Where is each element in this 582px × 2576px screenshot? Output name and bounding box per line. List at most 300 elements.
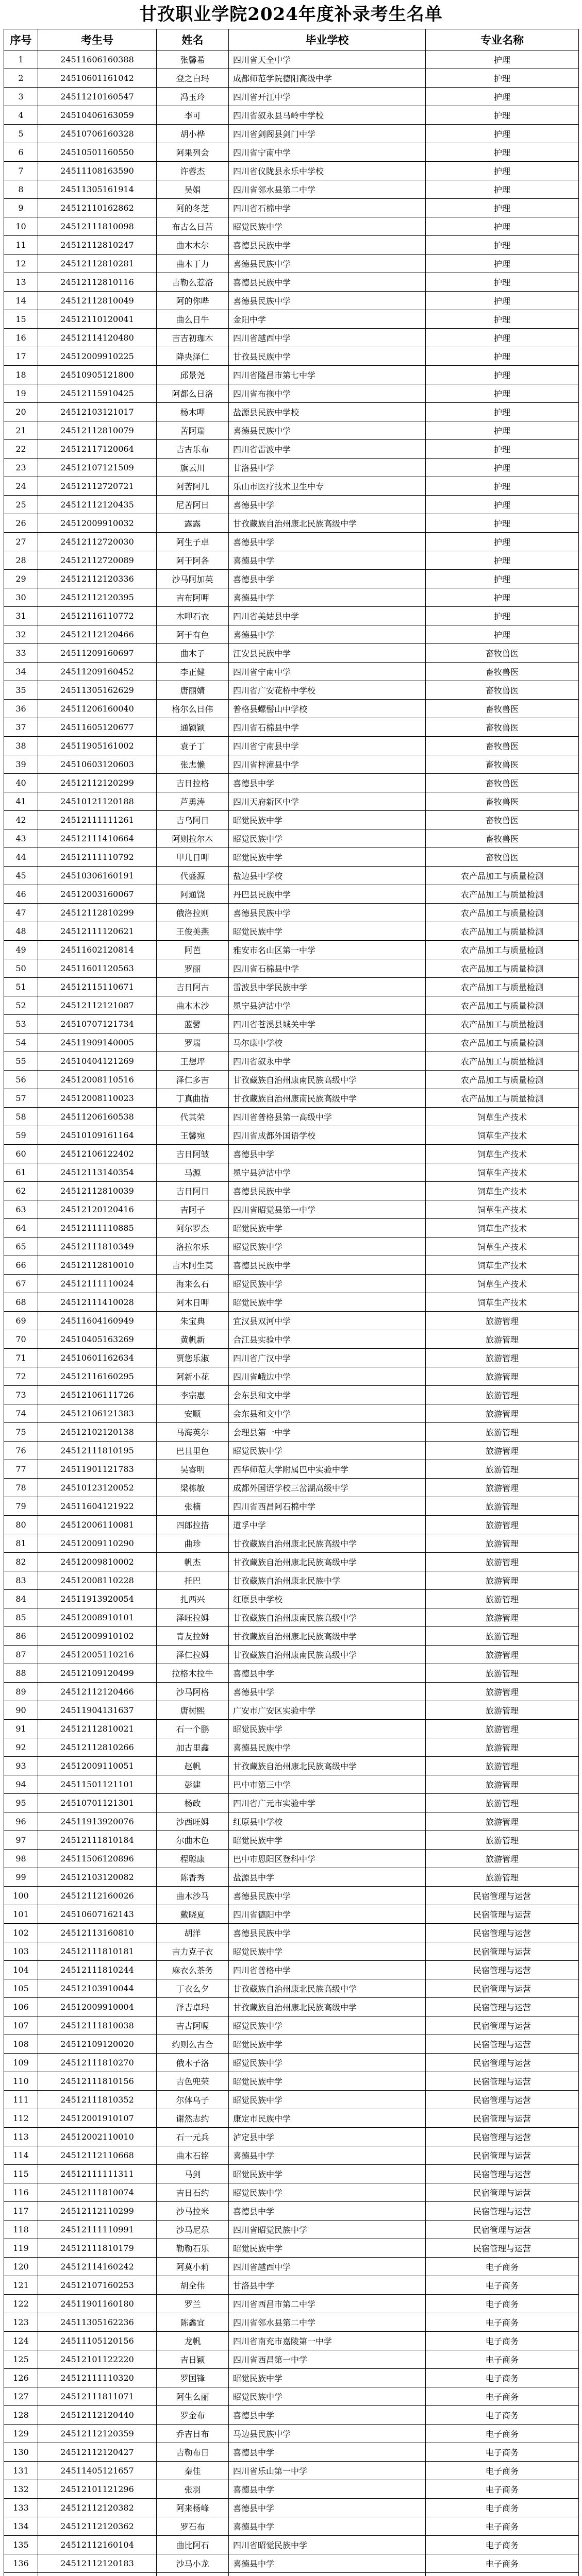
- table-row: [4, 1720, 579, 1738]
- cell-serial: 91: [4, 1720, 38, 1738]
- cell-name: 张馨希: [157, 50, 229, 69]
- cell-serial: 77: [4, 1460, 38, 1479]
- table-row: [4, 978, 579, 996]
- cell-school: 昭觉民族中学: [229, 811, 426, 829]
- cell-serial: 34: [4, 663, 38, 681]
- cell-serial: 53: [4, 1015, 38, 1033]
- cell-serial: 52: [4, 996, 38, 1015]
- cell-exam-id: 24512111110792: [38, 848, 157, 867]
- table-row: [4, 570, 579, 588]
- cell-serial: 88: [4, 1664, 38, 1683]
- cell-exam-id: 24512116160295: [38, 1367, 157, 1386]
- table-row: [4, 1033, 579, 1052]
- table-row: [4, 1404, 579, 1423]
- cell-serial: 98: [4, 1850, 38, 1868]
- cell-major: 护理: [426, 440, 579, 459]
- cell-major: 电子商务: [426, 2443, 579, 2462]
- cell-school: 喜德县民族中学: [229, 1887, 426, 1905]
- cell-exam-id: 24511905161002: [38, 737, 157, 755]
- cell-major: 民宿管理与运营: [426, 1942, 579, 1961]
- cell-school: 喜德县中学: [229, 570, 426, 588]
- cell-name: 加古里鑫: [157, 1738, 229, 1757]
- cell-exam-id: 24511506120896: [38, 1850, 157, 1868]
- cell-exam-id: 24512111810156: [38, 2072, 157, 2091]
- table-row: [4, 1831, 579, 1850]
- cell-exam-id: 24512112720721: [38, 477, 157, 496]
- cell-major: 电子商务: [426, 2313, 579, 2332]
- cell-school: 四川省广元市实验中学: [229, 1794, 426, 1812]
- cell-major: 护理: [426, 496, 579, 514]
- cell-serial: 45: [4, 867, 38, 885]
- table-row: [4, 681, 579, 700]
- cell-exam-id: 24512103910044: [38, 1979, 157, 1998]
- cell-serial: 114: [4, 2146, 38, 2165]
- cell-major: 护理: [426, 69, 579, 88]
- cell-major: 旅游管理: [426, 1367, 579, 1386]
- cell-serial: 9: [4, 199, 38, 217]
- table-row: [4, 88, 579, 106]
- table-row: [4, 2128, 579, 2146]
- cell-exam-id: 24511305162236: [38, 2313, 157, 2332]
- cell-school: 昭觉民族中学: [229, 1275, 426, 1293]
- cell-serial: 15: [4, 310, 38, 329]
- cell-major: 饲草生产技术: [426, 1108, 579, 1126]
- cell-serial: 123: [4, 2313, 38, 2332]
- table-row: [4, 106, 579, 125]
- cell-exam-id: 24512107160253: [38, 2276, 157, 2295]
- table-row: [4, 1108, 579, 1126]
- cell-school: 四川省仪陇县永乐中学校: [229, 162, 426, 180]
- cell-major: 旅游管理: [426, 1831, 579, 1850]
- cell-name: 邱景尧: [157, 366, 229, 384]
- cell-serial: 29: [4, 570, 38, 588]
- cell-name: 黄帆新: [157, 1330, 229, 1349]
- cell-major: 旅游管理: [426, 1627, 579, 1646]
- cell-school: 四川省广汉中学: [229, 1349, 426, 1367]
- cell-exam-id: 24512112120466: [38, 625, 157, 644]
- cell-serial: 120: [4, 2258, 38, 2276]
- table-row: [4, 1979, 579, 1998]
- cell-major: 农产品加工与质量检测: [426, 1015, 579, 1033]
- cell-school: 合江县实验中学: [229, 1330, 426, 1349]
- cell-serial: 37: [4, 718, 38, 737]
- cell-name: 吉日阿皱: [157, 1145, 229, 1163]
- cell-name: 沙西旺姆: [157, 1812, 229, 1831]
- cell-school: 四川省西昌第一中学: [229, 2350, 426, 2369]
- cell-serial: 7: [4, 162, 38, 180]
- cell-school: 喜德县中学: [229, 2499, 426, 2517]
- cell-exam-id: 24512112810049: [38, 292, 157, 310]
- cell-exam-id: 24512112120183: [38, 2554, 157, 2573]
- cell-school: 甘洛县中学: [229, 2276, 426, 2295]
- header-major: 专业名称: [426, 29, 579, 50]
- cell-school: 宜汉县双河中学: [229, 1312, 426, 1330]
- cell-name: 胡小桦: [157, 125, 229, 143]
- cell-serial: 127: [4, 2387, 38, 2406]
- cell-name: 露露: [157, 514, 229, 533]
- cell-major: 民宿管理与运营: [426, 1924, 579, 1942]
- cell-school: 昭觉民族中学: [229, 922, 426, 941]
- cell-serial: 36: [4, 700, 38, 718]
- cell-school: 四川省苍溪县城关中学: [229, 1015, 426, 1033]
- cell-major: 电子商务: [426, 2350, 579, 2369]
- table-row: [4, 366, 579, 384]
- cell-school: 四川省宁南中学: [229, 663, 426, 681]
- cell-name: 吉勒布日: [157, 2443, 229, 2462]
- cell-name: 吉色兜荣: [157, 2072, 229, 2091]
- cell-exam-id: 24510123120052: [38, 1479, 157, 1497]
- cell-exam-id: 24512009910102: [38, 1627, 157, 1646]
- cell-exam-id: 24512112810116: [38, 273, 157, 292]
- cell-exam-id: 24512112160026: [38, 1887, 157, 1905]
- cell-exam-id: 24512112120362: [38, 2517, 157, 2536]
- cell-exam-id: 24512112120435: [38, 496, 157, 514]
- cell-school: 昭觉民族中学: [229, 829, 426, 848]
- cell-serial: 109: [4, 2054, 38, 2072]
- cell-school: 甘孜藏族自治州康北民族高级中学: [229, 1627, 426, 1646]
- cell-name: 谢然志约: [157, 2109, 229, 2128]
- cell-exam-id: 24512008110023: [38, 1089, 157, 1108]
- cell-serial: 39: [4, 755, 38, 774]
- cell-exam-id: 24510406163059: [38, 106, 157, 125]
- cell-school: 喜德县民族中学: [229, 292, 426, 310]
- table-row: [4, 755, 579, 774]
- cell-school: 四川省邻水县第二中学: [229, 2313, 426, 2332]
- table-row: [4, 1683, 579, 1701]
- cell-major: 护理: [426, 533, 579, 551]
- cell-serial: 128: [4, 2406, 38, 2425]
- cell-name: 阿生么丽: [157, 2387, 229, 2406]
- cell-name: 代盛源: [157, 867, 229, 885]
- table-row: [4, 2406, 579, 2425]
- cell-major: 旅游管理: [426, 1794, 579, 1812]
- table-row: [4, 1275, 579, 1293]
- cell-major: 旅游管理: [426, 1386, 579, 1404]
- cell-serial: 89: [4, 1683, 38, 1701]
- cell-name: 曲么日牛: [157, 310, 229, 329]
- cell-major: 护理: [426, 625, 579, 644]
- header-serial: 序号: [4, 29, 38, 50]
- cell-name: 苦阿瑞: [157, 421, 229, 440]
- cell-name: 麻衣么茶务: [157, 1961, 229, 1979]
- cell-school: 康定市民族中学: [229, 2109, 426, 2128]
- cell-serial: 38: [4, 737, 38, 755]
- cell-school: 喜德县民族中学: [229, 236, 426, 255]
- table-row: [4, 1850, 579, 1868]
- cell-serial: 70: [4, 1330, 38, 1349]
- cell-major: 农产品加工与质量检测: [426, 904, 579, 922]
- table-row: [4, 2239, 579, 2258]
- cell-school: 昭觉民族中学: [229, 1293, 426, 1312]
- cell-school: 会东县和文中学: [229, 1404, 426, 1423]
- cell-school: 盐源县中学: [229, 1868, 426, 1887]
- cell-serial: 99: [4, 1868, 38, 1887]
- table-row: [4, 1071, 579, 1089]
- cell-exam-id: 24511604121922: [38, 1497, 157, 1516]
- cell-name: 许蓉杰: [157, 162, 229, 180]
- cell-serial: 85: [4, 1608, 38, 1627]
- cell-exam-id: 24512109120020: [38, 2035, 157, 2054]
- cell-name: 巴且里色: [157, 1442, 229, 1460]
- cell-name: 沙马阿格: [157, 1683, 229, 1701]
- cell-name: 吉日拉格: [157, 774, 229, 792]
- cell-serial: 27: [4, 533, 38, 551]
- cell-name: 王馨宛: [157, 1126, 229, 1145]
- cell-exam-id: 24512113140354: [38, 1163, 157, 1182]
- cell-name: 罗石布: [157, 2517, 229, 2536]
- cell-major: 电子商务: [426, 2387, 579, 2406]
- cell-exam-id: 24512116110772: [38, 607, 157, 625]
- cell-school: 喜德县中学: [229, 2554, 426, 2573]
- cell-major: 电子商务: [426, 2406, 579, 2425]
- cell-name: 阿苦阿几: [157, 477, 229, 496]
- cell-name: 青友拉姆: [157, 1627, 229, 1646]
- cell-school: 喜德县中学: [229, 1664, 426, 1683]
- table-row: [4, 2221, 579, 2239]
- cell-name: 李正健: [157, 663, 229, 681]
- cell-exam-id: 24512111111311: [38, 2165, 157, 2183]
- cell-school: 普格县螺髻山中学校: [229, 700, 426, 718]
- cell-name: 胡洋: [157, 1924, 229, 1942]
- cell-school: 四川省美姑县中学: [229, 607, 426, 625]
- cell-name: 吴娟: [157, 180, 229, 199]
- cell-serial: 23: [4, 459, 38, 477]
- cell-serial: 121: [4, 2276, 38, 2295]
- cell-major: 护理: [426, 403, 579, 421]
- table-row: [4, 2016, 579, 2035]
- cell-serial: 58: [4, 1108, 38, 1126]
- cell-major: 电子商务: [426, 2480, 579, 2499]
- cell-school: 喜德县中学: [229, 1683, 426, 1701]
- cell-exam-id: 24511501121101: [38, 1775, 157, 1794]
- cell-name: 泽仁拉姆: [157, 1646, 229, 1664]
- cell-name: 俄洛拉则: [157, 904, 229, 922]
- cell-school: 甘孜藏族自治州康北民族高级中学: [229, 514, 426, 533]
- cell-serial: 6: [4, 143, 38, 162]
- cell-serial: 111: [4, 2091, 38, 2109]
- table-row: [4, 1145, 579, 1163]
- cell-name: 吉力克子衣: [157, 1942, 229, 1961]
- cell-exam-id: 24512111810349: [38, 1238, 157, 1256]
- cell-school: 盐边县中学校: [229, 867, 426, 885]
- cell-school: 昭觉民族中学: [229, 2016, 426, 2035]
- cell-school: 四川省峨边中学: [229, 1367, 426, 1386]
- cell-name: 尼苦阿日: [157, 496, 229, 514]
- cell-serial: 69: [4, 1312, 38, 1330]
- cell-serial: 31: [4, 607, 38, 625]
- cell-major: 旅游管理: [426, 1646, 579, 1664]
- cell-name: 乔吉日布: [157, 2425, 229, 2443]
- header-school: 毕业学校: [229, 29, 426, 50]
- cell-major: 电子商务: [426, 2369, 579, 2387]
- cell-name: 罗金布: [157, 2406, 229, 2425]
- cell-exam-id: 24512009910225: [38, 347, 157, 366]
- cell-exam-id: 24512111410664: [38, 829, 157, 848]
- cell-exam-id: 24512009110290: [38, 1534, 157, 1553]
- cell-name: 吉乌阿日: [157, 811, 229, 829]
- cell-serial: 83: [4, 1571, 38, 1590]
- cell-exam-id: 24512009910004: [38, 1998, 157, 2016]
- cell-serial: 41: [4, 792, 38, 811]
- cell-serial: 16: [4, 329, 38, 347]
- cell-major: 农产品加工与质量检测: [426, 1089, 579, 1108]
- table-row: [4, 2109, 579, 2128]
- cell-major: 农产品加工与质量检测: [426, 1052, 579, 1071]
- cell-serial: 75: [4, 1423, 38, 1442]
- cell-major: 畜牧兽医: [426, 848, 579, 867]
- cell-school: 甘孜藏族自治州康北民族高级中学: [229, 1979, 426, 1998]
- cell-major: 护理: [426, 347, 579, 366]
- cell-major: 旅游管理: [426, 1460, 579, 1479]
- cell-school: 成都师范学院德阳高级中学: [229, 69, 426, 88]
- cell-serial: 87: [4, 1646, 38, 1664]
- cell-serial: 35: [4, 681, 38, 700]
- cell-name: 曲木木沙: [157, 996, 229, 1015]
- cell-exam-id: 24512112120336: [38, 570, 157, 588]
- cell-school: 四川天府新区中学: [229, 792, 426, 811]
- cell-exam-id: 24512112110668: [38, 2146, 157, 2165]
- cell-name: 龙帆: [157, 2332, 229, 2350]
- cell-school: 四川省剑阁县剑门中学: [229, 125, 426, 143]
- cell-major: 电子商务: [426, 2462, 579, 2480]
- cell-exam-id: 24512111810181: [38, 1942, 157, 1961]
- cell-exam-id: 24512001910107: [38, 2109, 157, 2128]
- cell-school: 红原县中学校: [229, 1812, 426, 1831]
- table-row: [4, 2276, 579, 2295]
- table-row: [4, 459, 579, 477]
- cell-serial: 48: [4, 922, 38, 941]
- table-row: [4, 1015, 579, 1033]
- cell-school: 马边县民族中学: [229, 2425, 426, 2443]
- cell-school: 昭觉民族中学: [229, 2165, 426, 2183]
- cell-name: 唐树熙: [157, 1701, 229, 1720]
- cell-exam-id: 24510603120603: [38, 755, 157, 774]
- cell-school: 四川省广安花桥中学校: [229, 681, 426, 700]
- cell-major: 畜牧兽医: [426, 737, 579, 755]
- cell-serial: 5: [4, 125, 38, 143]
- table-row: [4, 273, 579, 292]
- cell-name: 帆杰: [157, 1553, 229, 1571]
- cell-major: 民宿管理与运营: [426, 2091, 579, 2109]
- cell-name: 阿则拉尔木: [157, 829, 229, 848]
- cell-school: 冕宁县泸沽中学: [229, 1163, 426, 1182]
- cell-serial: 124: [4, 2332, 38, 2350]
- cell-serial: 130: [4, 2443, 38, 2462]
- cell-school: 四川省石棉县中学: [229, 959, 426, 978]
- cell-name: 阿果列会: [157, 143, 229, 162]
- cell-name: 马源: [157, 1163, 229, 1182]
- cell-serial: 10: [4, 217, 38, 236]
- table-row: [4, 2536, 579, 2554]
- cell-serial: 133: [4, 2499, 38, 2517]
- cell-serial: 95: [4, 1794, 38, 1812]
- cell-major: 民宿管理与运营: [426, 2128, 579, 2146]
- cell-school: 喜德县民族中学: [229, 421, 426, 440]
- cell-major: 民宿管理与运营: [426, 2183, 579, 2202]
- cell-major: 民宿管理与运营: [426, 1905, 579, 1924]
- cell-serial: 73: [4, 1386, 38, 1404]
- cell-name: 吉日石约: [157, 2183, 229, 2202]
- cell-name: 泽旺拉姆: [157, 1608, 229, 1627]
- table-row: [4, 1924, 579, 1942]
- cell-serial: 74: [4, 1404, 38, 1423]
- table-row: [4, 885, 579, 904]
- cell-school: [229, 2573, 426, 2576]
- cell-exam-id: 24510706160328: [38, 125, 157, 143]
- cell-serial: 51: [4, 978, 38, 996]
- cell-serial: 80: [4, 1516, 38, 1534]
- cell-name: 尔曲木色: [157, 1831, 229, 1850]
- cell-exam-id: 24511604160949: [38, 1312, 157, 1330]
- cell-major: 护理: [426, 514, 579, 533]
- cell-serial: 32: [4, 625, 38, 644]
- cell-major: 护理: [426, 366, 579, 384]
- table-row: [4, 440, 579, 459]
- cell-exam-id: 24512106111726: [38, 1386, 157, 1404]
- cell-name: 降央泽仁: [157, 347, 229, 366]
- cell-serial: 117: [4, 2202, 38, 2221]
- cell-school: 四川省石棉中学: [229, 199, 426, 217]
- cell-major: 护理: [426, 199, 579, 217]
- cell-name: 四郎拉措: [157, 1516, 229, 1534]
- table-row: [4, 1553, 579, 1571]
- table-row: [4, 2573, 579, 2576]
- table-row: [4, 922, 579, 941]
- cell-school: 喜德县中学: [229, 625, 426, 644]
- cell-school: 四川省南充市嘉陵第一中学: [229, 2332, 426, 2350]
- cell-exam-id: 24512102120138: [38, 1423, 157, 1442]
- cell-serial: 54: [4, 1033, 38, 1052]
- cell-serial: 11: [4, 236, 38, 255]
- cell-name: 王想坪: [157, 1052, 229, 1071]
- table-row: [4, 1126, 579, 1145]
- cell-major: 旅游管理: [426, 1497, 579, 1516]
- cell-school: 四川省叙永县马岭中学校: [229, 106, 426, 125]
- cell-name: 阿尔罗杰: [157, 1219, 229, 1238]
- table-row: [4, 1256, 579, 1275]
- cell-exam-id: 24512009810002: [38, 1553, 157, 1571]
- cell-serial: 61: [4, 1163, 38, 1182]
- cell-school: 红原县中学校: [229, 1590, 426, 1608]
- cell-serial: 17: [4, 347, 38, 366]
- table-body: [4, 50, 579, 2576]
- cell-major: 旅游管理: [426, 1850, 579, 1868]
- cell-major: 饲草生产技术: [426, 1163, 579, 1182]
- cell-exam-id: 24512002110010: [38, 2128, 157, 2146]
- cell-name: 彭建: [157, 1775, 229, 1794]
- cell-name: 布古么日苦: [157, 217, 229, 236]
- cell-exam-id: 24511105120156: [38, 2332, 157, 2350]
- cell-serial: 13: [4, 273, 38, 292]
- cell-school: 昭觉民族中学: [229, 2054, 426, 2072]
- cell-school: 昭觉民族中学: [229, 1942, 426, 1961]
- table-row: [4, 2462, 579, 2480]
- cell-exam-id: 24510905121800: [38, 366, 157, 384]
- cell-school: 喜德县民族中学: [229, 1256, 426, 1275]
- cell-school: 甘孜藏族自治州康北民族中学: [229, 1571, 426, 1590]
- cell-name: 罗瑞: [157, 1033, 229, 1052]
- cell-name: 阿莫小莉: [157, 2258, 229, 2276]
- cell-exam-id: 24512115110671: [38, 978, 157, 996]
- table-row: [4, 811, 579, 829]
- cell-school: 道孚中学: [229, 1516, 426, 1534]
- cell-name: 赵帆: [157, 1757, 229, 1775]
- cell-exam-id: 24512112120359: [38, 2425, 157, 2443]
- table-row: [4, 1200, 579, 1219]
- cell-exam-id: 24512103121017: [38, 403, 157, 421]
- table-row: [4, 1219, 579, 1238]
- cell-serial: 22: [4, 440, 38, 459]
